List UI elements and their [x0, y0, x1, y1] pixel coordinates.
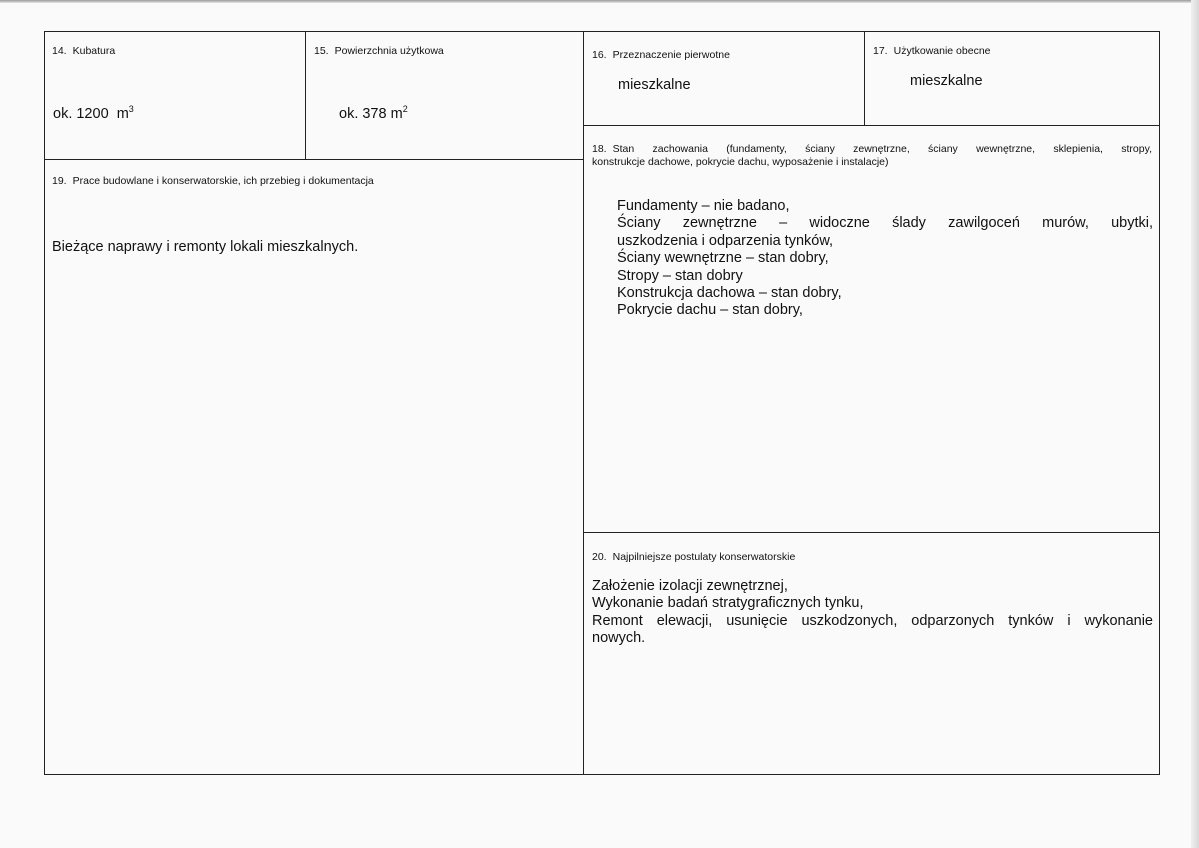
field-15-cell: [305, 31, 584, 160]
field-18-line: Fundamenty – nie badano,: [617, 198, 790, 214]
field-14-number: 14.: [52, 45, 67, 57]
field-15-label: [314, 45, 444, 58]
field-15-value-text: ok. 378: [339, 106, 387, 122]
field-16-label-text: Przeznaczenie pierwotne: [612, 49, 730, 61]
field-18-label: [592, 143, 1152, 169]
field-17-value: mieszkalne: [910, 73, 983, 89]
field-15-unit: m: [390, 106, 403, 122]
field-18-line: uszkodzenia i odparzenia tynków,: [617, 232, 834, 249]
field-20-label: [592, 551, 795, 564]
field-15-unit-sup: 2: [402, 104, 408, 115]
field-14-unit-sup: 3: [128, 104, 134, 115]
field-19-label: [52, 175, 374, 188]
field-18-label-line2: konstrukcje dachowe, pokrycie dachu, wyposażenie i instalacje): [592, 156, 889, 168]
field-17-label: [873, 45, 991, 58]
field-18-label-line1: Stan zachowania (fundamenty, ściany zewnętrzne, ściany wewnętrzne, sklepienia, stropy,: [612, 143, 1152, 155]
field-15-label-text: Powierzchnia użytkowa: [334, 45, 444, 57]
field-19-number: 19.: [52, 175, 67, 187]
field-16-cell: [583, 31, 865, 126]
field-14-unit: m: [116, 106, 129, 122]
field-14-label: [52, 45, 115, 58]
field-18-line: Stropy – stan dobry: [617, 267, 743, 284]
scan-edge-right: [1191, 0, 1199, 848]
field-20-number: 20.: [592, 551, 607, 563]
scan-edge-top: [0, 0, 1199, 3]
field-14-label-text: Kubatura: [72, 45, 116, 57]
field-19-label-text: Prace budowlane i konserwatorskie, ich przebieg i dokumentacja: [72, 175, 374, 187]
field-14-value: [53, 106, 134, 123]
field-18-line: Ściany wewnętrzne – stan dobry,: [617, 250, 829, 267]
field-20-label-text: Najpilniejsze postulaty konserwatorskie: [612, 551, 796, 563]
field-14-cell: [44, 31, 306, 160]
field-18-line: Ściany zewnętrzne – widoczne ślady zawilgoceń murów, ubytki,: [617, 215, 1153, 232]
field-18-line: Pokrycie dachu – stan dobry,: [617, 302, 803, 319]
field-18-text: [617, 198, 1153, 320]
field-20-line: Wykonanie badań stratygraficznych tynku,: [592, 595, 864, 612]
field-15-number: 15.: [314, 45, 329, 57]
field-18-number: 18.: [592, 143, 607, 155]
field-16-number: 16.: [592, 49, 607, 61]
field-16-label: [592, 49, 730, 62]
field-18-cell: [583, 125, 1160, 533]
field-19-value: Bieżące naprawy i remonty lokali mieszkalnych.: [52, 239, 359, 255]
field-20-line: Remont elewacji, usunięcie uszkodzonych, odparzonych tynków i wykonanie: [592, 612, 1153, 629]
field-20-cell: [583, 532, 1160, 775]
field-16-value: mieszkalne: [618, 77, 691, 93]
field-20-line: Założenie izolacji zewnętrznej,: [592, 578, 788, 594]
field-17-cell: [864, 31, 1160, 126]
field-17-label-text: Użytkowanie obecne: [893, 45, 991, 57]
field-19-cell: [44, 159, 584, 775]
field-18-line: Konstrukcja dachowa – stan dobry,: [617, 285, 842, 302]
field-20-line: nowych.: [592, 630, 646, 647]
field-20-text: [592, 578, 1153, 648]
field-15-value: [339, 106, 408, 123]
field-17-number: 17.: [873, 45, 888, 57]
field-14-value-text: ok. 1200: [53, 106, 109, 122]
